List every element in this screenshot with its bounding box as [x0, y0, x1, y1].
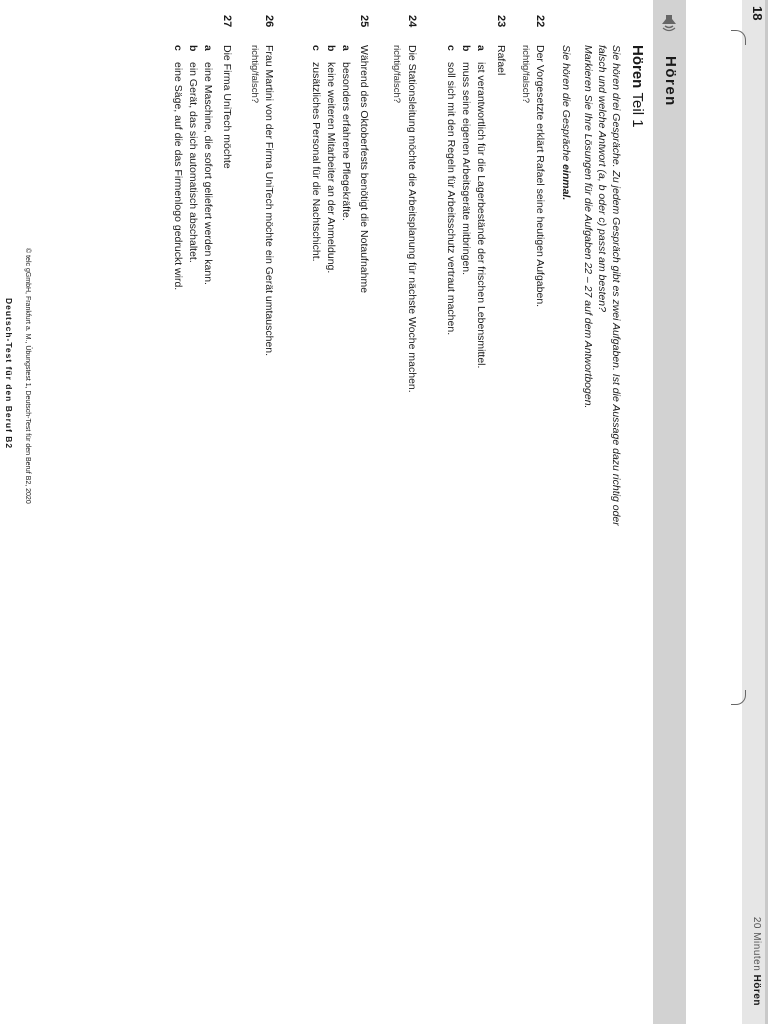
- option-text: keine weiteren Mitarbeiter an der Anmeldung.: [325, 62, 337, 274]
- question-hint: richtig/falsch?: [249, 45, 260, 104]
- option-text: zusätzliches Personal für die Nachtschicht.: [310, 62, 322, 262]
- option-text: ist verantwortlich für die Lagerbestände der frischen Lebensmittel.: [475, 62, 487, 369]
- question-text: Rafael: [495, 45, 507, 76]
- question-number: 24: [406, 15, 418, 28]
- question-hint: richtig/falsch?: [391, 45, 402, 104]
- question-text: Die Stationsleitung möchte die Arbeitsplanung für nächste Woche machen.: [406, 45, 418, 393]
- page-number: 18: [750, 6, 765, 21]
- question-text: Frau Martini von der Firma UniTech möchte ein Gerät umtauschen.: [263, 45, 275, 357]
- header-time: 20 Minuten: [751, 916, 762, 972]
- option-text: eine Säge, auf die das Firmenlogo gedruckt wird.: [172, 62, 184, 291]
- question-number: 25: [358, 15, 370, 28]
- option-letter[interactable]: a: [202, 45, 214, 51]
- option-text: eine Maschine, die sofort geliefert werden kann.: [202, 62, 214, 285]
- question-number: 26: [263, 15, 275, 28]
- section-title: Hören: [662, 56, 679, 107]
- option-letter[interactable]: b: [187, 45, 199, 52]
- task-heading: [629, 45, 646, 128]
- option-letter[interactable]: c: [445, 45, 457, 51]
- question-number: 27: [221, 15, 233, 28]
- question-text: Der Vorgesetzte erklärt Rafael seine heutigen Aufgaben.: [534, 45, 546, 308]
- instruction-line: Sie hören drei Gespräche. Zu jedem Gespräch gibt es zwei Aufgaben. Ist die Aussage dazu richtig oder: [610, 45, 622, 526]
- option-letter[interactable]: a: [340, 45, 352, 51]
- question-text: Die Firma UniTech möchte: [221, 45, 233, 169]
- task-heading-part: Teil 1: [629, 92, 646, 128]
- option-letter[interactable]: b: [460, 45, 472, 52]
- header-section: Hören: [751, 974, 762, 1006]
- instruction-line: Markieren Sie Ihre Lösungen für die Aufgaben 22 – 27 auf dem Antwortbogen.: [582, 45, 594, 409]
- option-letter[interactable]: c: [310, 45, 322, 51]
- question-hint: richtig/falsch?: [520, 45, 531, 104]
- footer-series: Deutsch-Test für den Beruf B2: [4, 298, 14, 450]
- option-letter[interactable]: c: [172, 45, 184, 51]
- footer-copyright: © telc gGmbH, Frankfurt a. M., Übungstest 1, Deutsch-Test für den Beruf B2, 2020: [24, 248, 31, 504]
- question-text: Während des Oktoberfests benötigt die Notaufnahme: [358, 45, 370, 294]
- option-letter[interactable]: a: [475, 45, 487, 51]
- header-section-label: [751, 917, 762, 1006]
- section-band: [653, 0, 686, 1024]
- instruction-text: Sie hören die Gespräche: [560, 45, 572, 165]
- option-text: muss seine eigenen Arbeitsgeräte mitbringen.: [460, 62, 472, 276]
- option-text: soll sich mit den Regeln für Arbeitsschutz vertraut machen.: [445, 62, 457, 336]
- option-text: ein Gerät, das sich automatisch abschaltet.: [187, 62, 199, 263]
- instruction-line: falsch und welche Antwort (a, b oder c) passt am besten?: [596, 45, 608, 312]
- option-text: besonders erfahrene Pflegekräfte.: [340, 62, 352, 221]
- instruction-emphasis: einmal.: [560, 164, 572, 201]
- speaker-icon: [659, 12, 679, 32]
- instruction-line: [560, 45, 572, 200]
- question-number: 22: [534, 15, 546, 28]
- task-heading-title: Hören: [629, 45, 646, 89]
- option-letter[interactable]: b: [325, 45, 337, 52]
- question-number: 23: [495, 15, 507, 28]
